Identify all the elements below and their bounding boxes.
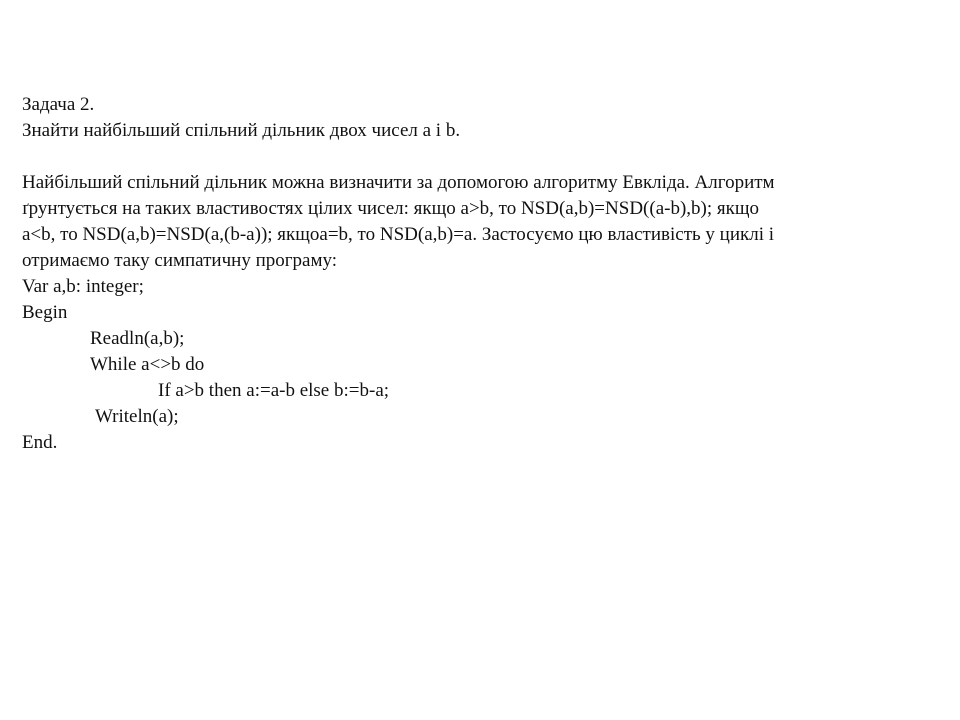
code-writeln-line: Writeln(a); xyxy=(95,406,179,427)
explanation-line-4: отримаємо таку симпатичну програму: xyxy=(22,250,338,271)
code-end-line: End. xyxy=(22,432,58,453)
document-body xyxy=(22,92,947,456)
code-while-line: While a<>b do xyxy=(90,354,205,375)
task-statement: Знайти найбільший спільний дільник двох чисел a і b. xyxy=(22,120,461,141)
explanation-line-3: a<b, то NSD(a,b)=NSD(a,(b-a)); якщоa=b, то NSD(a,b)=a. Застосуємо цю властивість у циклі і xyxy=(22,224,775,245)
code-begin-line: Begin xyxy=(22,302,68,323)
code-var-line: Var a,b: integer; xyxy=(22,276,144,297)
task-heading: Задача 2. xyxy=(22,94,95,115)
explanation-line-1: Найбільший спільний дільник можна визначити за допомогою алгоритму Евкліда. Алгоритм xyxy=(22,172,775,193)
paragraph-gap xyxy=(22,144,947,170)
code-readln-line: Readln(a,b); xyxy=(90,328,185,349)
code-if-line: If a>b then a:=a-b else b:=b-a; xyxy=(158,380,390,401)
explanation-line-2: ґрунтується на таких властивостях цілих чисел: якщо a>b, то NSD(a,b)=NSD((a-b),b); якщо xyxy=(22,198,759,219)
